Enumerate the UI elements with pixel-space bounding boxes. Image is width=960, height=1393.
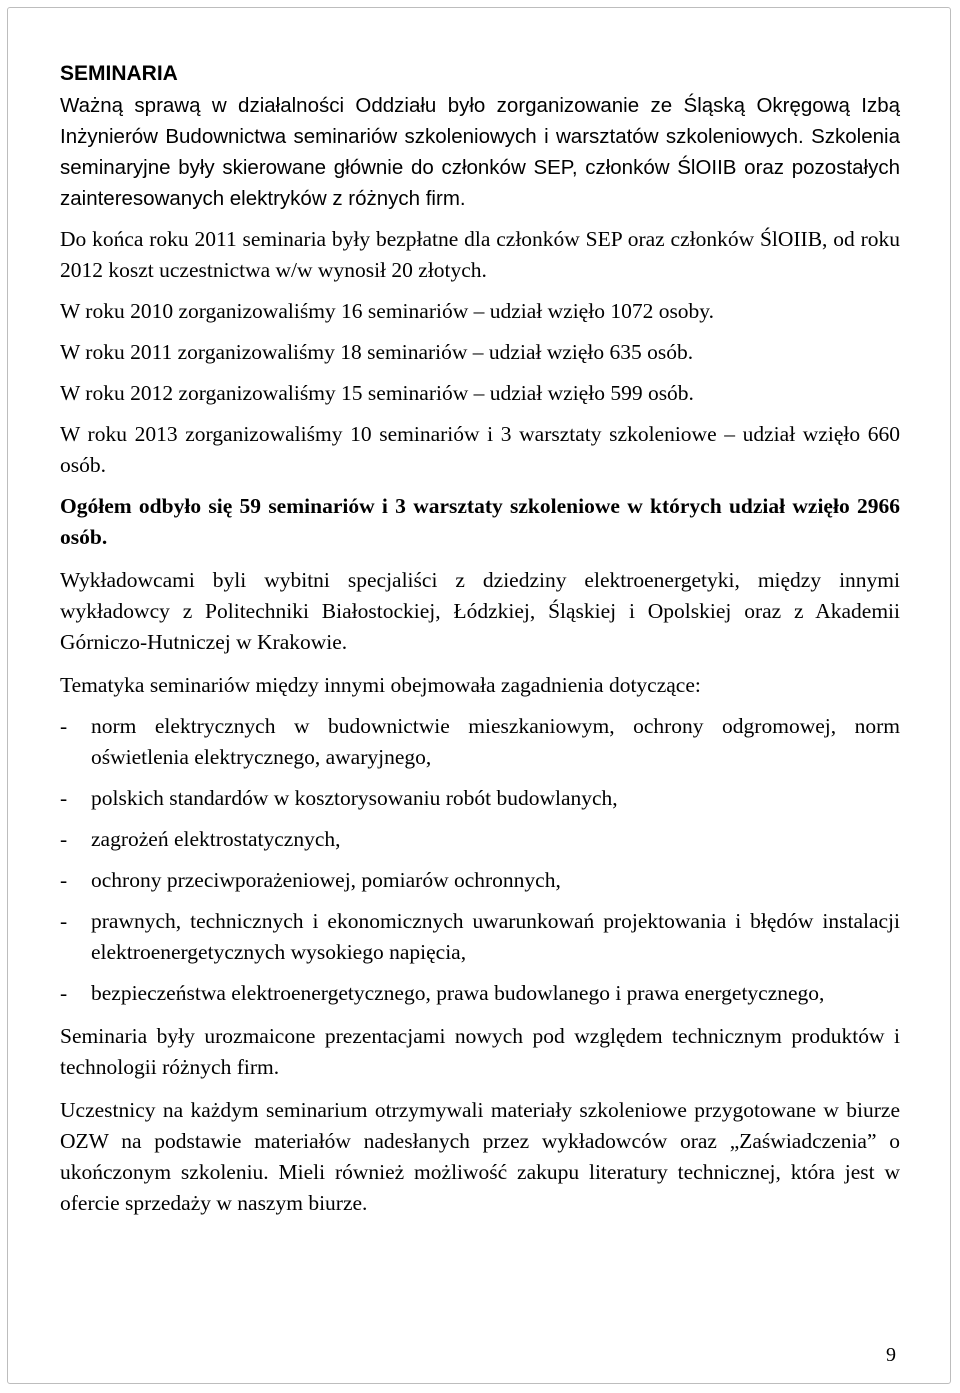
topic-text: ochrony przeciwporażeniowej, pomiarów ochronnych, (91, 868, 561, 892)
list-dash: - (60, 827, 68, 851)
list-dash: - (60, 868, 68, 892)
presentations-paragraph: Seminaria były urozmaicone prezentacjami nowych pod względem technicznym produktów i technologii różnych firm. (60, 1024, 900, 1079)
topic-text: norm elektrycznych w budownictwie mieszkaniowym, ochrony odgromowej, norm oświetlenia elektrycznego, awaryjnego, (91, 714, 900, 769)
fee-paragraph: Do końca roku 2011 seminaria były bezpłatne dla członków SEP oraz członków ŚlOIIB, od roku 2012 koszt uczestnictwa w/w wynosił 20 złotych. (60, 227, 900, 282)
topic-text: bezpieczeństwa elektroenergetycznego, prawa budowlanego i prawa energetycznego, (91, 981, 825, 1005)
list-dash: - (60, 909, 68, 933)
section-heading: SEMINARIA (60, 62, 178, 85)
list-dash: - (60, 786, 68, 810)
year-2010-line: W roku 2010 zorganizowaliśmy 16 seminariów – udział wzięło 1072 osoby. (60, 299, 715, 323)
materials-paragraph: Uczestnicy na każdym seminarium otrzymywali materiały szkoleniowe przygotowane w biurze OZW na podstawie materiałów nadesłanych przez wykładowców oraz „Zaświadczenia” o ukończonym szkoleniu. Mieli również możliwość zakupu literatury technicznej, która jest w ofercie sprzedaży w naszym biurze. (60, 1098, 900, 1215)
topic-text: polskich standardów w kosztorysowaniu robót budowlanych, (91, 786, 618, 810)
document-body (60, 58, 900, 1219)
intro-paragraph: Ważną sprawą w działalności Oddziału było zorganizowanie ze Śląską Okręgową Izbą Inżynierów Budownictwa seminariów szkoleniowych i warsztatów szkoleniowych. Szkolenia seminaryjne były skierowane głównie do członków SEP, członków ŚlOIIB oraz pozostałych zainteresowanych elektryków z różnych firm. (60, 94, 900, 210)
year-2012-line: W roku 2012 zorganizowaliśmy 15 seminariów – udział wzięło 599 osób. (60, 381, 694, 405)
topic-item (60, 711, 900, 773)
lecturers-paragraph: Wykładowcami byli wybitni specjaliści z dziedziny elektroenergetyki, między innymi wykładowcy z Politechniki Białostockiej, Łódzkiej, Śląskiej i Opolskiej oraz z Akademii Górniczo-Hutniczej w Krakowie. (60, 568, 900, 654)
topics-intro: Tematyka seminariów między innymi obejmowała zagadnienia dotyczące: (60, 673, 701, 697)
topic-item (60, 906, 900, 968)
year-2013-line: W roku 2013 zorganizowaliśmy 10 seminariów i 3 warsztaty szkoleniowe – udział wzięło 660 osób. (60, 422, 900, 477)
topics-list (60, 711, 900, 1009)
list-dash: - (60, 981, 68, 1005)
summary-paragraph: Ogółem odbyło się 59 seminariów i 3 warsztaty szkoleniowe w których udział wzięło 2966 osób. (60, 494, 900, 549)
year-2011-line: W roku 2011 zorganizowaliśmy 18 seminariów – udział wzięło 635 osób. (60, 340, 694, 364)
topic-item (60, 865, 900, 896)
list-dash: - (60, 714, 68, 738)
topic-text: prawnych, technicznych i ekonomicznych uwarunkowań projektowania i błędów instalacji elektroenergetycznych wysokiego napięcia, (91, 909, 900, 964)
topic-item (60, 824, 900, 855)
topic-text: zagrożeń elektrostatycznych, (91, 827, 341, 851)
topic-item (60, 978, 900, 1009)
topic-item (60, 783, 900, 814)
page-number: 9 (886, 1344, 896, 1366)
